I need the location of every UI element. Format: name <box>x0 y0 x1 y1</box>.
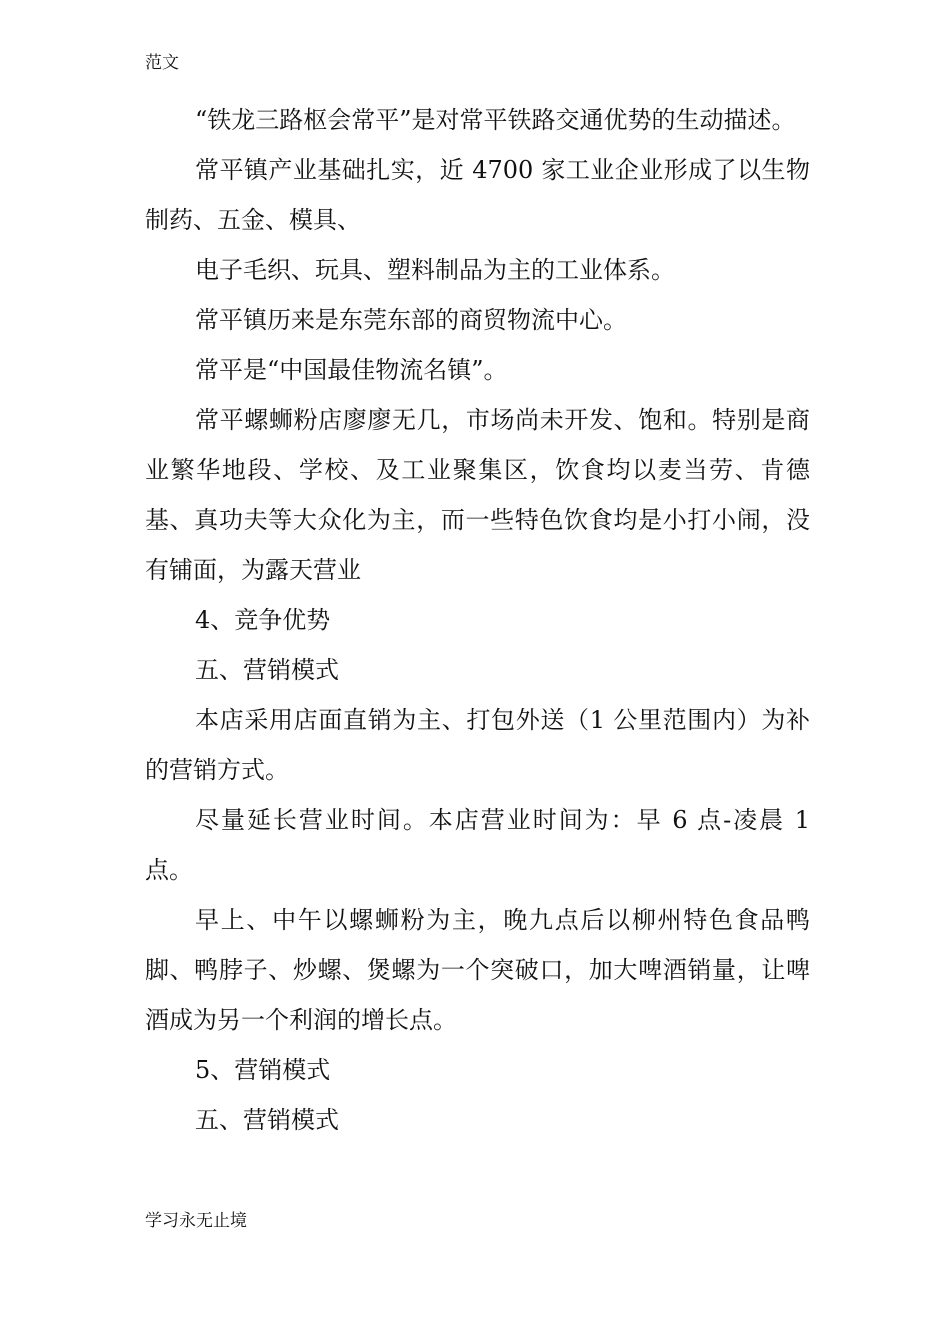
document-body <box>145 95 810 1145</box>
paragraph: 常平螺蛳粉店廖廖无几，市场尚未开发、饱和。特别是商业繁华地段、学校、及工业聚集区，饮食均以麦当劳、肯德基、真功夫等大众化为主，而一些特色饮食均是小打小闹，没有铺面，为露天营业 <box>145 406 810 584</box>
paragraph: “铁龙三路枢会常平”是对常平铁路交通优势的生动描述。 <box>195 106 796 134</box>
section-heading: 4、竞争优势 <box>195 606 331 634</box>
section-heading: 五、营销模式 <box>195 656 339 684</box>
paragraph: 常平镇历来是东莞东部的商贸物流中心。 <box>195 306 627 334</box>
paragraph: 早上、中午以螺蛳粉为主，晚九点后以柳州特色食品鸭脚、鸭脖子、炒螺、煲螺为一个突破口，加大啤酒销量，让啤酒成为另一个利润的增长点。 <box>145 906 810 1034</box>
paragraph: 本店采用店面直销为主、打包外送（1 公里范围内）为补的营销方式。 <box>145 706 810 784</box>
paragraph: 电子毛织、玩具、塑料制品为主的工业体系。 <box>195 256 675 284</box>
paragraph: 常平是“中国最佳物流名镇”。 <box>195 356 508 384</box>
paragraph: 尽量延长营业时间。本店营业时间为：早 6 点-凌晨 1 点。 <box>145 806 810 884</box>
section-heading: 5、营销模式 <box>195 1056 331 1084</box>
page-header: 范文 <box>145 53 179 73</box>
section-heading: 五、营销模式 <box>195 1106 339 1134</box>
paragraph: 常平镇产业基础扎实，近 4700 家工业企业形成了以生物制药、五金、模具、 <box>145 156 810 234</box>
page-footer: 学习永无止境 <box>145 1211 247 1231</box>
